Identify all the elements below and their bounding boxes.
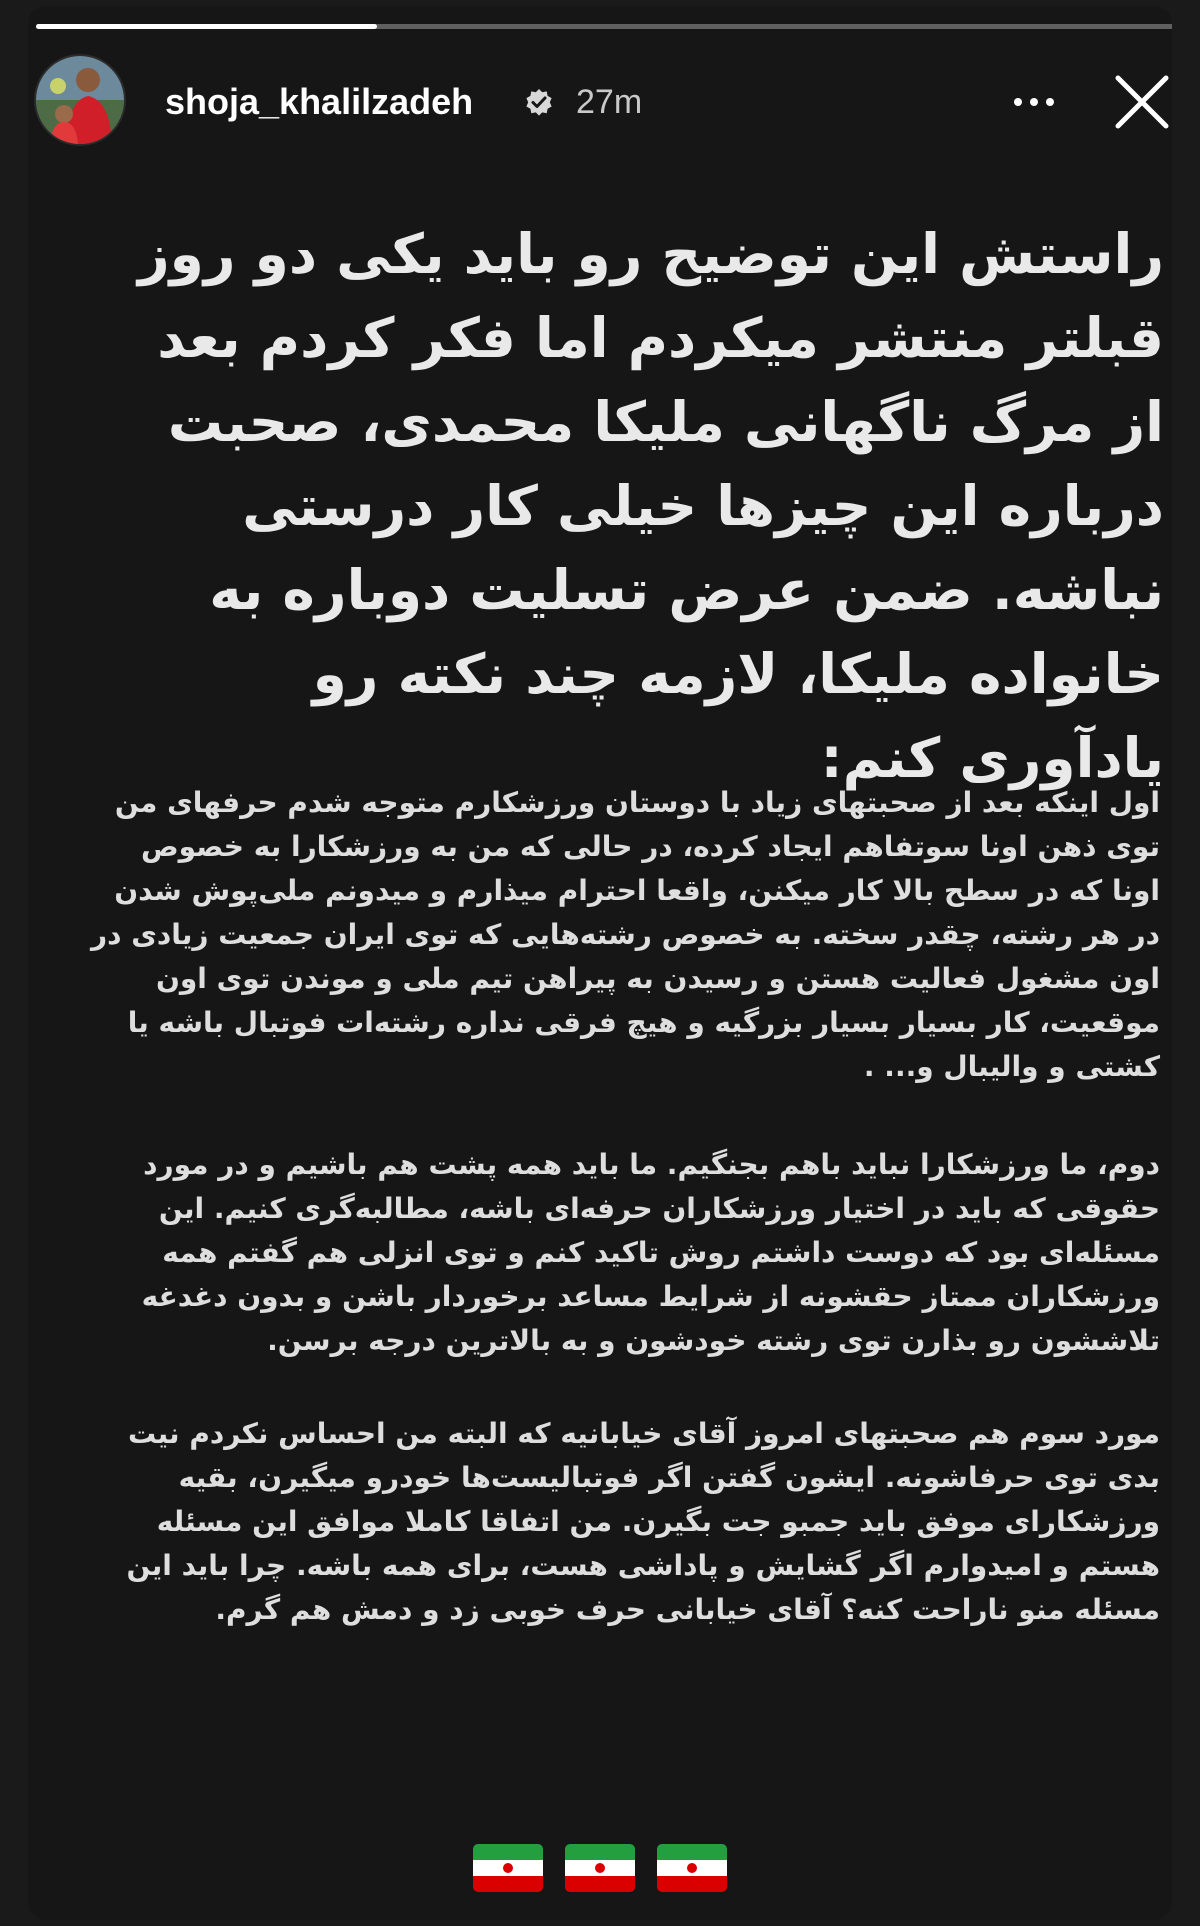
story-heading-text: راستش این توضیح رو باید یکی دو روز قبلتر منتشر میکردم اما فکر کردم بعد از مرگ ناگهانی ملیکا محمدی، صحبت درباره این چیزها خیلی کار درستی نباشه. ضمن عرض تسلیت دوباره به خانواده ملیکا، لازمه چند نکته رو یادآوری کنم: [138,222,1164,790]
iran-flag-icon [565,1844,635,1892]
close-icon[interactable] [1110,70,1172,134]
story-progress-bar [36,24,1172,29]
story-paragraph-2: دوم، ما ورزشکارا نباید باهم بجنگیم. ما باید همه پشت هم باشیم و در مورد حقوقی که باید در اختیار ورزشکاران حرفه‌ای باشه، مطالبه‌گری کنیم. این مسئله‌ای بود که دوست داشتم روش تاکید کنم و توی انزلی هم گفتم همه ورزشکاران ممتاز حقشونه از شرایط مساعد برخوردار باشن و بدون دغدغه تلاششون رو بذارن توی رشته خودشون و به بالاترین درجه برسن. [141,1148,1160,1357]
story-paragraph-1: اول اینکه بعد از صحبتهای زیاد با دوستان ورزشکارم متوجه شدم حرفهای من توی ذهن اونا سوتفاهم ایجاد کرده، در حالی که من به ورزشکارا به خصوص اونا که در سطح بالا کار میکنن، واقعا احترام میذارم و میدونم ملی‌پوش شدن در هر رشته، چقدر سخته. به خصوص رشته‌هایی که توی ایران جمعیت زیادی در اون مشغول فعالیت هستن و رسیدن به پیراهن تیم ملی و موندن توی اون موقعیت، کار بسیار بسیار بزرگیه و هیچ فرقی نداره رشته‌ات فوتبال باشه یا کشتی و والیبال و... . [91,786,1160,1083]
iran-flag-icon [657,1844,727,1892]
avatar-image [36,56,124,144]
username[interactable]: shoja_khalilzadeh [165,81,474,122]
verified-badge-icon [523,86,555,118]
story-progress-fill [36,24,377,29]
story-timestamp: 27m [576,83,643,121]
story-paragraph-3: مورد سوم هم صحبتهای امروز آقای خیابانیه که البته من احساس نکردم نیت بدی توی حرفاشونه. ایشون گفتن اگر فوتبالیست‌ها خودرو میگیرن، بقیه ورزشکارای موفق باید جمبو جت بگیرن. من اتفاقا کاملا موافق این مسئله هستم و امیدوارم اگر گشایش و پاداشی هست، برای همه باشه. چرا باید این مسئله منو ناراحت کنه؟ آقای خیابانی حرف خوبی زد و دمش هم گرم. [126,1417,1160,1626]
more-options-icon[interactable] [1004,84,1064,120]
iran-flag-icon [473,1844,543,1892]
iran-flags [28,1844,1172,1892]
avatar[interactable] [34,54,126,146]
story-viewer [28,6,1172,1920]
